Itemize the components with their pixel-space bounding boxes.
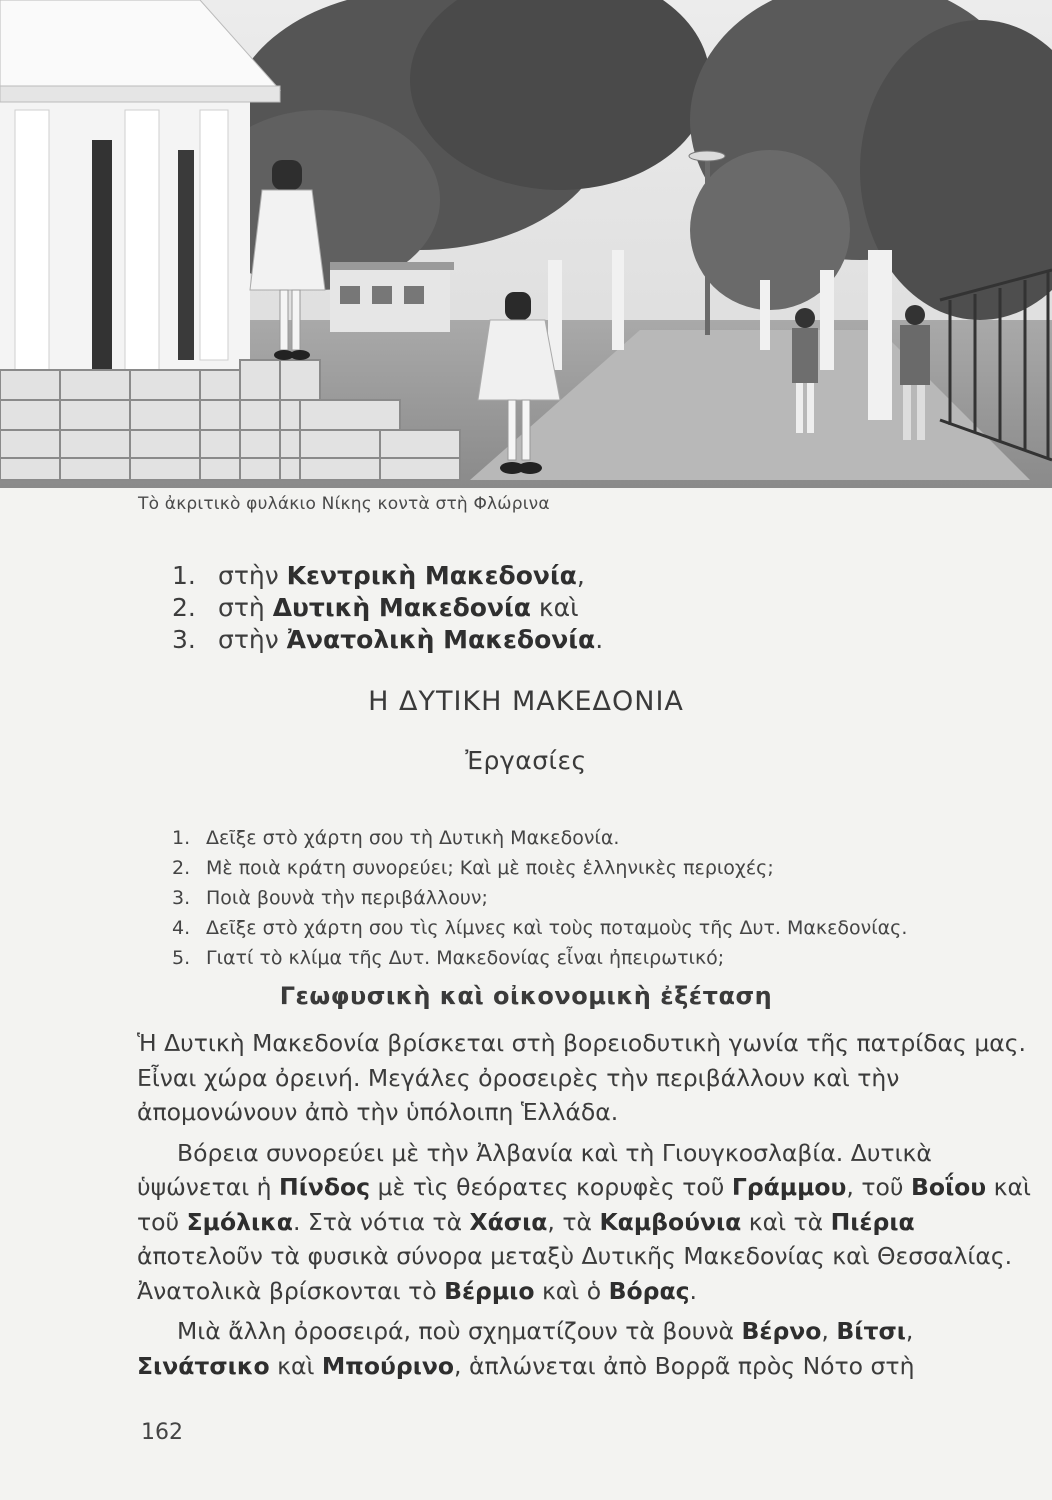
list-text: στὴ — [218, 593, 273, 622]
list-bold-term: Ἀνατολικὴ Μακεδονία — [286, 625, 596, 654]
subheading: Γεωφυσικὴ καὶ οἰκονομικὴ ἐξέταση — [279, 982, 773, 1010]
bold-term: Χάσια — [469, 1207, 548, 1236]
bold-term: Βοΐου — [910, 1173, 987, 1201]
task-item — [172, 883, 907, 913]
text-run: μὲ τὶς θεόρατες κορυφὲς τοῦ — [370, 1173, 732, 1201]
task-item — [172, 913, 907, 943]
task-text: Μὲ ποιὰ κράτη συνορεύει; Καὶ μὲ ποιὲς ἑλληνικὲς περιοχές; — [206, 857, 774, 879]
list-text: καὶ — [530, 593, 579, 622]
bold-term: Βόρας — [608, 1276, 690, 1305]
task-item — [172, 943, 907, 973]
list-item — [172, 560, 603, 592]
text-run: , — [821, 1317, 837, 1345]
text-run: , ἁπλώνεται ἀπὸ Βορρᾶ πρὸς Νότο στὴ — [454, 1351, 915, 1380]
list-number: 3. — [172, 625, 196, 654]
task-text: Δεῖξε στὸ χάρτη σου τὴ Δυτικὴ Μακεδονία. — [206, 827, 620, 849]
text-run: Βόρεια συνορεύει μὲ τὴν Ἀλβανία καὶ τὴ Γιουγκοσλαβία. Δυτικὰ ὑψώνεται ἡ — [137, 1138, 932, 1201]
list-bold-term: Κεντρικὴ Μακεδονία — [286, 561, 577, 590]
body-text — [137, 1026, 1037, 1389]
bold-term: Πιέρια — [830, 1207, 915, 1236]
task-number: 3. — [172, 887, 191, 909]
task-text: Δεῖξε στὸ χάρτη σου τὶς λίμνες καὶ τοὺς ποταμοὺς τῆς Δυτ. Μακεδονίας. — [206, 917, 908, 939]
text-run: καὶ τὰ — [741, 1207, 831, 1236]
text-run: καὶ — [269, 1351, 322, 1380]
section-title: Η ΔΥΤΙΚΗ ΜΑΚΕΔΟΝΙΑ — [368, 686, 684, 717]
text-run: Μιὰ ἄλλη ὀροσειρά, ποὺ σχηματίζουν τὰ βουνὰ — [177, 1317, 742, 1345]
tasks-list — [172, 823, 907, 973]
task-item — [172, 853, 907, 883]
photo-border-guard-post — [0, 0, 1052, 488]
list-bold-term: Δυτικὴ Μακεδονία — [272, 593, 531, 622]
text-run: , τοῦ — [846, 1173, 911, 1201]
bold-term: Βέρνο — [741, 1317, 822, 1345]
task-item — [172, 823, 907, 853]
bold-term: Πίνδος — [279, 1173, 371, 1201]
list-item — [172, 624, 603, 656]
bold-term: Καμβούνια — [599, 1207, 742, 1236]
task-number: 1. — [172, 827, 191, 849]
task-number: 5. — [172, 947, 191, 969]
photo-guard-house — [0, 0, 280, 390]
task-text: Γιατί τὸ κλίμα τῆς Δυτ. Μακεδονίας εἶναι ἠπειρωτικό; — [206, 947, 725, 969]
task-text: Ποιὰ βουνὰ τὴν περιβάλλουν; — [206, 887, 488, 909]
text-run: καὶ ὁ — [534, 1276, 609, 1305]
text-run: , τὰ — [547, 1207, 600, 1236]
paragraph-1: Ἡ Δυτικὴ Μακεδονία βρίσκεται στὴ βορειοδυτικὴ γωνία τῆς πατρίδας μας. Εἶναι χώρα ὀρεινή. Μεγάλες ὀροσειρὲς τὴν περιβάλλουν καὶ τὴν ἀπομονώνουν ἀπὸ τὴν ὑπόλοιπη Ἑλλάδα. — [137, 1029, 1027, 1126]
list-item — [172, 592, 603, 624]
list-number: 2. — [172, 593, 196, 622]
bold-term: Βέρμιο — [444, 1276, 535, 1305]
list-text: . — [595, 625, 604, 654]
task-number: 2. — [172, 857, 191, 879]
tasks-title: Ἐργασίες — [465, 746, 587, 775]
photo-building — [330, 262, 454, 332]
bold-term: Σινάτσικο — [137, 1351, 270, 1380]
list-text: στὴν — [218, 561, 287, 590]
bold-term: Γράμμου — [731, 1173, 847, 1201]
photo-caption: Τὸ ἀκριτικὸ φυλάκιο Νίκης κοντὰ στὴ Φλώρινα — [138, 494, 550, 514]
bold-term: Βίτσι — [836, 1317, 906, 1345]
region-list — [172, 560, 603, 656]
bold-term: Μπούρινο — [321, 1351, 455, 1380]
task-number: 4. — [172, 917, 191, 939]
text-run: . — [689, 1276, 698, 1305]
list-text: στὴν — [218, 625, 287, 654]
text-run: , — [905, 1317, 914, 1345]
page-number: 162 — [141, 1420, 183, 1445]
text-run: καὶ τοῦ — [137, 1173, 1031, 1236]
photo-illustration — [0, 0, 1052, 488]
paragraph-2 — [137, 1136, 1037, 1309]
text-run: . Στὰ νότια τὰ — [292, 1207, 470, 1236]
text-run: ἀποτελοῦν τὰ φυσικὰ σύνορα μεταξὺ Δυτικῆς Μακεδονίας καὶ Θεσσαλίας. Ἀνατολικὰ βρίσκονται τὸ — [137, 1242, 1013, 1305]
list-number: 1. — [172, 561, 196, 590]
list-text: , — [576, 561, 585, 590]
paragraph-3 — [137, 1314, 1037, 1383]
bold-term: Σμόλικα — [186, 1207, 293, 1236]
